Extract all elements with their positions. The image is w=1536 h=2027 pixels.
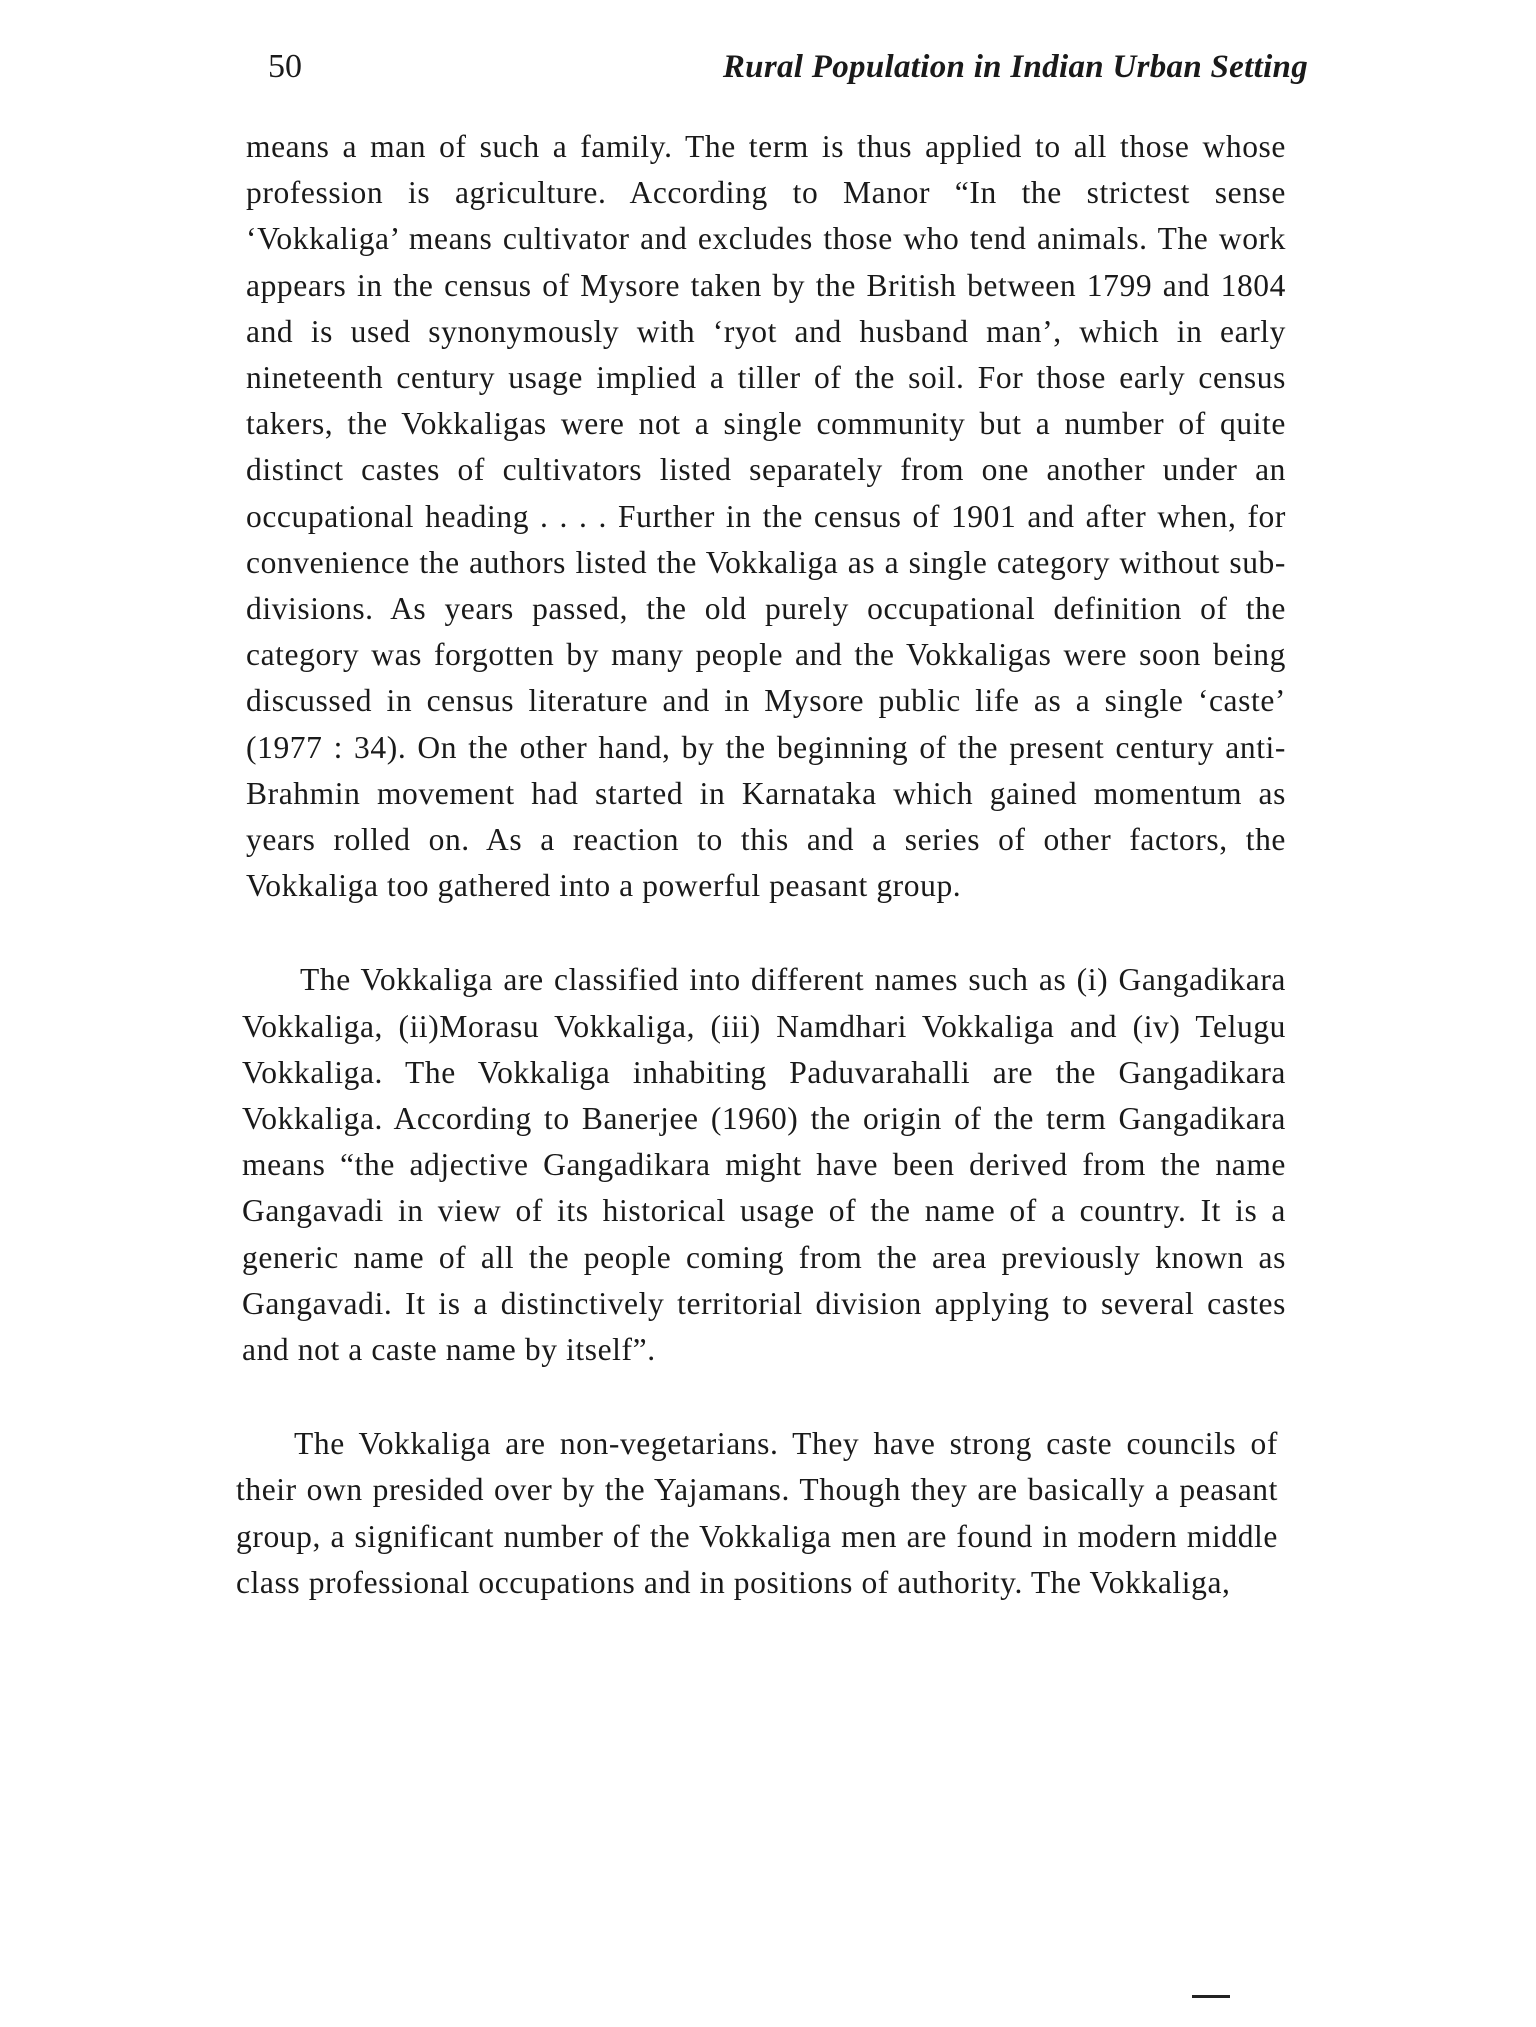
running-title: Rural Population in Indian Urban Setting <box>722 49 1308 85</box>
paragraph-vokkaliga-customs: The Vokkaliga are non-vegetarians. They have strong caste councils of their own presided over by the Yajamans. Though they are basically a peasant group, a significant number of the Vokkaliga men are found in modern middle class professional occupations and in positions of authority. The Vokkaliga, <box>236 1426 1278 1600</box>
page-number: 50 <box>268 48 302 85</box>
running-header <box>268 42 1308 92</box>
paragraph-vokkaliga-classification: The Vokkaliga are classified into different names such as (i) Gangadikara Vokkaliga, (ii)Morasu Vokkaliga, (iii) Namdhari Vokkaliga and (iv) Telugu Vokkaliga. The Vokkaliga inhabiting Paduvarahalli are the Gangadikara Vokkaliga. According to Banerjee (1960) the origin of the term Gangadikara means “the adjective Gangadikara might have been derived from the name Gangavadi in view of its historical usage of the name of a country. It is a generic name of all the people coming from the area previously known as Gangavadi. It is a distinctively territorial division applying to several castes and not a caste name by itself”. <box>242 962 1286 1368</box>
body-text <box>236 124 1286 1606</box>
footer-rule <box>1192 1995 1230 1998</box>
paragraph-vokkaliga-definition: means a man of such a family. The term is thus applied to all those whose profession is agriculture. According to Manor “In the strictest sense ‘Vokkaliga’ means cultivator and excludes those who tend animals. The work appears in the census of Mysore taken by the British between 1799 and 1804 and is used synonymously with ‘ryot and husband man’, which in early nineteenth century usage implied a tiller of the soil. For those early census takers, the Vokkaligas were not a single community but a number of quite distinct castes of cultivators listed separately from one another under an occupational heading . . . . Further in the census of 1901 and after when, for convenience the authors listed the Vokkaliga as a single category without sub-divisions. As years passed, the old purely occupational definition of the category was forgotten by many people and the Vokkaligas were soon being discussed in census literature and in Mysore public life as a single ‘caste’ (1977 : 34). On the other hand, by the beginning of the present century anti-Brahmin movement had started in Karnataka which gained momentum as years rolled on. As a reaction to this and a series of other factors, the Vokkaliga too gathered into a powerful peasant group. <box>246 129 1286 904</box>
